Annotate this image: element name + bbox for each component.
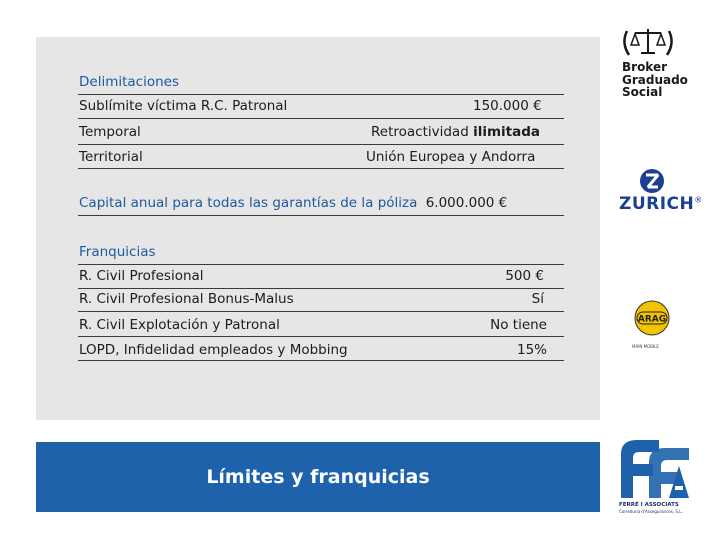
capital-value: 6.000.000 € bbox=[425, 195, 508, 211]
ferre-logo-name: FERRÉ I ASSOCIATS bbox=[619, 502, 679, 508]
divider bbox=[78, 94, 564, 95]
zurich-word: ZURICH bbox=[619, 194, 695, 214]
broker-line: Social bbox=[622, 85, 663, 99]
row-value-sublimite: 150.000 € bbox=[473, 98, 542, 114]
franquicias-heading: Franquicias bbox=[79, 244, 156, 260]
franquicia-value-profesional: 500 € bbox=[505, 268, 544, 284]
row-label-temporal: Temporal bbox=[79, 124, 141, 140]
franquicia-value-lopd: 15% bbox=[516, 342, 547, 358]
registered-mark: ® bbox=[694, 195, 703, 205]
row-label-sublimite: Sublímite víctima R.C. Patronal bbox=[79, 98, 288, 114]
broker-logo-text bbox=[622, 61, 712, 99]
divider bbox=[78, 215, 564, 216]
divider bbox=[78, 360, 564, 361]
divider bbox=[78, 288, 564, 289]
divider bbox=[78, 311, 564, 312]
banner-title: Límites y franquicias bbox=[206, 466, 430, 488]
divider bbox=[78, 264, 564, 265]
divider bbox=[78, 144, 564, 145]
scales-laurel-icon bbox=[619, 25, 677, 61]
row-value-temporal bbox=[371, 124, 540, 140]
broker-line: Broker bbox=[622, 60, 668, 74]
zurich-z-icon bbox=[639, 168, 665, 194]
franquicia-label-explotacion: R. Civil Explotación y Patronal bbox=[79, 317, 280, 333]
row-value-temporal-prefix: Retroactividad bbox=[371, 124, 469, 140]
arag-caption: MAIN MOBILE bbox=[632, 344, 659, 349]
franquicia-value-bonus-malus: Sí bbox=[531, 291, 544, 307]
capital-label: Capital anual para todas las garantías de la póliza bbox=[79, 195, 418, 211]
franquicia-label-bonus-malus: R. Civil Profesional Bonus-Malus bbox=[79, 291, 294, 307]
delimitaciones-heading: Delimitaciones bbox=[79, 74, 179, 90]
broker-line: Graduado bbox=[622, 72, 688, 87]
franquicia-value-explotacion: No tiene bbox=[490, 317, 547, 333]
ferre-logo-icon bbox=[619, 436, 691, 500]
zurich-logo-text bbox=[619, 194, 703, 214]
divider bbox=[78, 118, 564, 119]
row-value-territorial: Unión Europea y Andorra bbox=[366, 149, 536, 165]
bottom-banner bbox=[36, 442, 600, 512]
divider bbox=[78, 168, 564, 169]
capital-row bbox=[79, 195, 507, 211]
arag-logo bbox=[634, 300, 670, 336]
franquicia-label-lopd: LOPD, Infidelidad empleados y Mobbing bbox=[79, 342, 348, 358]
row-value-temporal-bold: ilimitada bbox=[473, 124, 540, 140]
row-label-territorial: Territorial bbox=[79, 149, 143, 165]
divider bbox=[78, 336, 564, 337]
arag-word: ARAG bbox=[637, 314, 667, 325]
ferre-logo-sub: Correduria d'Assegurances, S.L. bbox=[619, 509, 683, 514]
franquicia-label-profesional: R. Civil Profesional bbox=[79, 268, 204, 284]
